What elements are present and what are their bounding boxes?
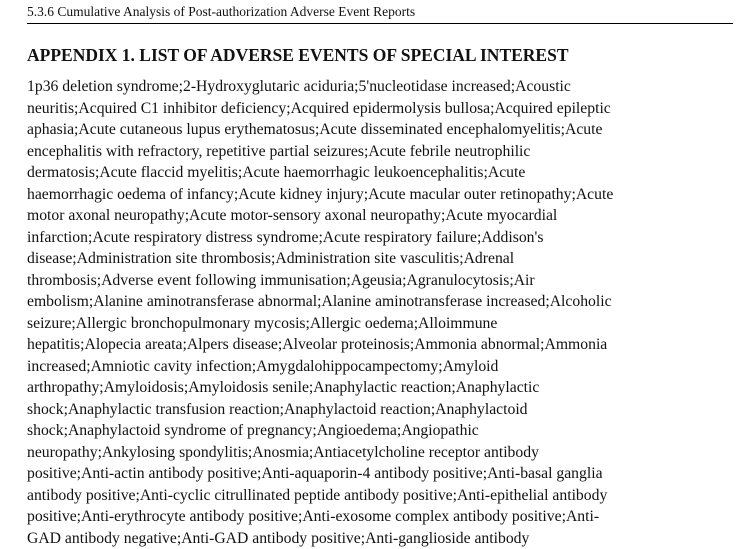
text-line: haemorrhagic oedema of infancy;Acute kidney injury;Acute macular outer retinopathy;Acute: [27, 184, 741, 206]
appendix-title: APPENDIX 1. LIST OF ADVERSE EVENTS OF SPECIAL INTEREST: [27, 44, 569, 66]
text-line: aphasia;Acute cutaneous lupus erythematosus;Acute disseminated encephalomyelitis;Acute: [27, 119, 741, 141]
text-line: motor axonal neuropathy;Acute motor-sensory axonal neuropathy;Acute myocardial: [27, 205, 741, 227]
running-header: [27, 3, 733, 24]
running-header-text: 5.3.6 Cumulative Analysis of Post-authorization Adverse Event Reports: [27, 4, 415, 19]
text-line: shock;Anaphylactic transfusion reaction;Anaphylactoid reaction;Anaphylactoid: [27, 399, 741, 421]
text-line: hepatitis;Alopecia areata;Alpers disease;Alveolar proteinosis;Ammonia abnormal;Ammonia: [27, 334, 741, 356]
text-line: neuritis;Acquired C1 inhibitor deficiency;Acquired epidermolysis bullosa;Acquired epileptic: [27, 98, 741, 120]
text-line: increased;Amniotic cavity infection;Amygdalohippocampectomy;Amyloid: [27, 356, 741, 378]
text-line: GAD antibody negative;Anti-GAD antibody positive;Anti-ganglioside antibody: [27, 528, 741, 549]
text-line: encephalitis with refractory, repetitive partial seizures;Acute febrile neutrophilic: [27, 141, 741, 163]
text-line: arthropathy;Amyloidosis;Amyloidosis senile;Anaphylactic reaction;Anaphylactic: [27, 377, 741, 399]
text-line: 1p36 deletion syndrome;2-Hydroxyglutaric aciduria;5'nucleotidase increased;Acoustic: [27, 76, 741, 98]
text-line: disease;Administration site thrombosis;Administration site vasculitis;Adrenal: [27, 248, 741, 270]
text-line: neuropathy;Ankylosing spondylitis;Anosmia;Antiacetylcholine receptor antibody: [27, 442, 741, 464]
text-line: positive;Anti-erythrocyte antibody positive;Anti-exosome complex antibody positive;Anti-: [27, 506, 741, 528]
text-line: thrombosis;Adverse event following immunisation;Ageusia;Agranulocytosis;Air: [27, 270, 741, 292]
text-line: positive;Anti-actin antibody positive;Anti-aquaporin-4 antibody positive;Anti-basal ganglia: [27, 463, 741, 485]
text-line: antibody positive;Anti-cyclic citrullinated peptide antibody positive;Anti-epithelial antibody: [27, 485, 741, 507]
adverse-events-list: [27, 76, 741, 549]
text-line: shock;Anaphylactoid syndrome of pregnancy;Angioedema;Angiopathic: [27, 420, 741, 442]
text-line: embolism;Alanine aminotransferase abnormal;Alanine aminotransferase increased;Alcoholic: [27, 291, 741, 313]
text-line: infarction;Acute respiratory distress syndrome;Acute respiratory failure;Addison's: [27, 227, 741, 249]
text-line: seizure;Allergic bronchopulmonary mycosis;Allergic oedema;Alloimmune: [27, 313, 741, 335]
text-line: dermatosis;Acute flaccid myelitis;Acute haemorrhagic leukoencephalitis;Acute: [27, 162, 741, 184]
